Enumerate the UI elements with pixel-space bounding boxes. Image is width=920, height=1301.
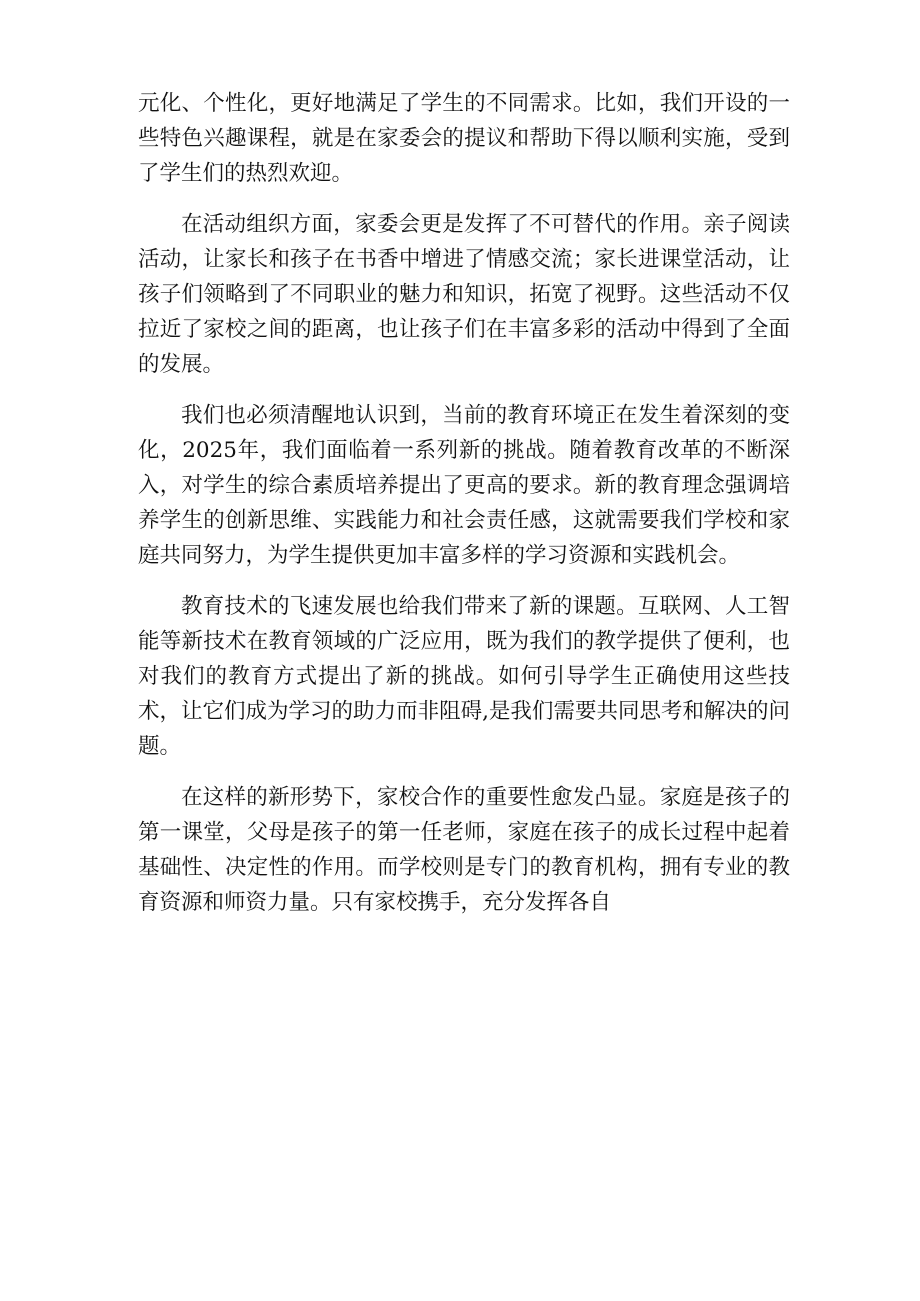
paragraph-activity-organization: 在活动组织方面，家委会更是发挥了不可替代的作用。亲子阅读活动，让家长和孩子在书香中增进了情感交流；家长进课堂活动，让孩子们领略到了不同职业的魅力和知识，拓宽了视野。这些活动不仅拉近了家校之间的距离，也让孩子们在丰富多彩的活动中得到了全面的发展。 [138, 212, 790, 377]
document-page [138, 86, 790, 936]
paragraph-home-school-cooperation: 在这样的新形势下，家校合作的重要性愈发凸显。家庭是孩子的第一课堂，父母是孩子的第一任老师，家庭在孩子的成长过程中起着基础性、决定性的作用。而学校则是专门的教育机构，拥有专业的教育资源和师资力量。只有家校携手，充分发挥各自 [138, 785, 790, 915]
paragraph-continuation: 元化、个性化，更好地满足了学生的不同需求。比如，我们开设的一些特色兴趣课程，就是在家委会的提议和帮助下得以顺利实施，受到了学生们的热烈欢迎。 [138, 91, 790, 186]
paragraph-education-technology: 教育技术的飞速发展也给我们带来了新的课题。互联网、人工智能等新技术在教育领域的广泛应用，既为我们的教学提供了便利，也对我们的教育方式提出了新的挑战。如何引导学生正确使用这些技术，让它们成为学习的助力而非阻碍,是我们需要共同思考和解决的问题。 [138, 594, 790, 759]
paragraph-new-challenges: 我们也必须清醒地认识到，当前的教育环境正在发生着深刻的变化，2025年，我们面临着一系列新的挑战。随着教育改革的不断深入，对学生的综合素质培养提出了更高的要求。新的教育理念强调培养学生的创新思维、实践能力和社会责任感，这就需要我们学校和家庭共同努力，为学生提供更加丰富多样的学习资源和实践机会。 [138, 403, 790, 568]
